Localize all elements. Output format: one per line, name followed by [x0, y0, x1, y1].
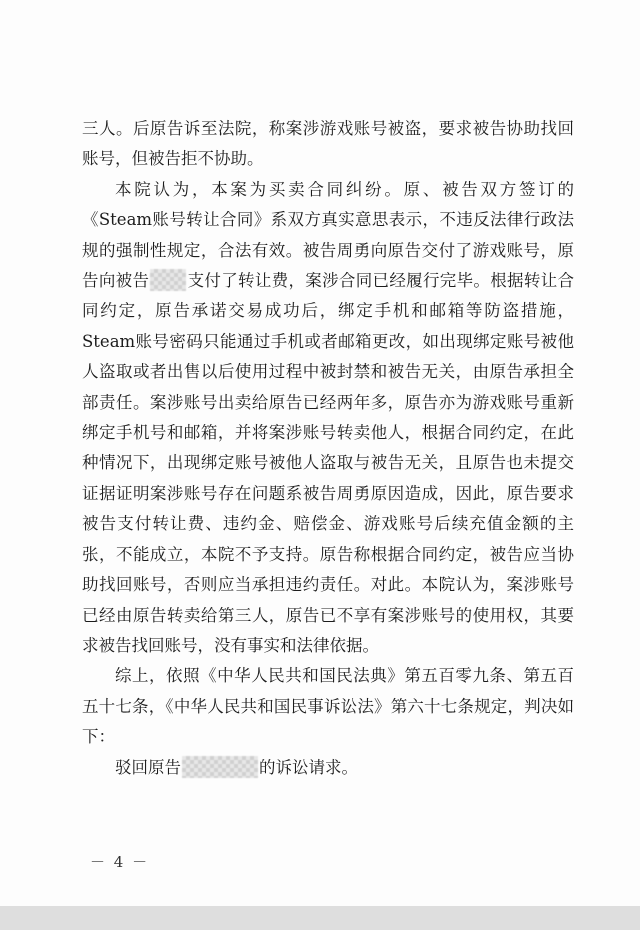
paragraph-text: 三人。后原告诉至法院，称案涉游戏账号被盗，要求被告协助找回账号，但被告拒不协助。: [82, 119, 574, 169]
paragraph: [82, 114, 574, 175]
judgment-text: [82, 114, 574, 783]
paragraph-text: 本院认为，本案为买卖合同纠纷。原、被告双方签订的《Steam账号转让合同》系双方真实意思表示，不违反法律行政法规的强制性规定，合法有效。被告周勇向原告交付了游戏账号，原告向被告: [82, 179, 574, 291]
paragraph-text: 驳回原告: [115, 757, 181, 777]
paragraph-text: 的诉讼请求。: [259, 757, 358, 777]
redacted-name-mosaic: [182, 756, 258, 778]
paragraph: [82, 175, 574, 662]
paragraph-text: 综上，依照《中华人民共和国民法典》第五百零九条、第五百五十七条，《中华人民共和国民事诉讼法》第六十七条规定，判决如下：: [82, 666, 574, 747]
paragraph-text: 支付了转让费，案涉合同已经履行完毕。根据转让合同约定，原告承诺交易成功后，绑定手机和邮箱等防盗措施，Steam账号密码只能通过手机或者邮箱更改，如出现绑定账号被他人盗取或者出售以后使用过程中被封禁和被告无关，由原告承担全部责任。案涉账号出卖给原告已经两年多，原告亦为游戏账号重新绑定手机号和邮箱，并将案涉账号转卖他人，根据合同约定，在此种情况下，出现绑定账号被他人盗取与被告无关，且原告也未提交证据证明案涉账号存在问题系被告周勇原因造成，因此，原告要求被告支付转让费、违约金、赔偿金、游戏账号后续充值金额的主张，不能成立，本院不予支持。原告称根据合同约定，被告应当协助找回账号，否则应当承担违约责任。对此。本院认为，案涉账号已经由原告转卖给第三人，原告已不享有案涉账号的使用权，其要求被告找回账号，没有事实和法律依据。: [82, 271, 575, 655]
viewer-bottom-edge: [0, 906, 640, 930]
paragraph: [82, 661, 574, 752]
redacted-name-mosaic: [150, 269, 186, 291]
page-number: － 4 －: [90, 853, 150, 871]
paragraph: [82, 753, 574, 783]
